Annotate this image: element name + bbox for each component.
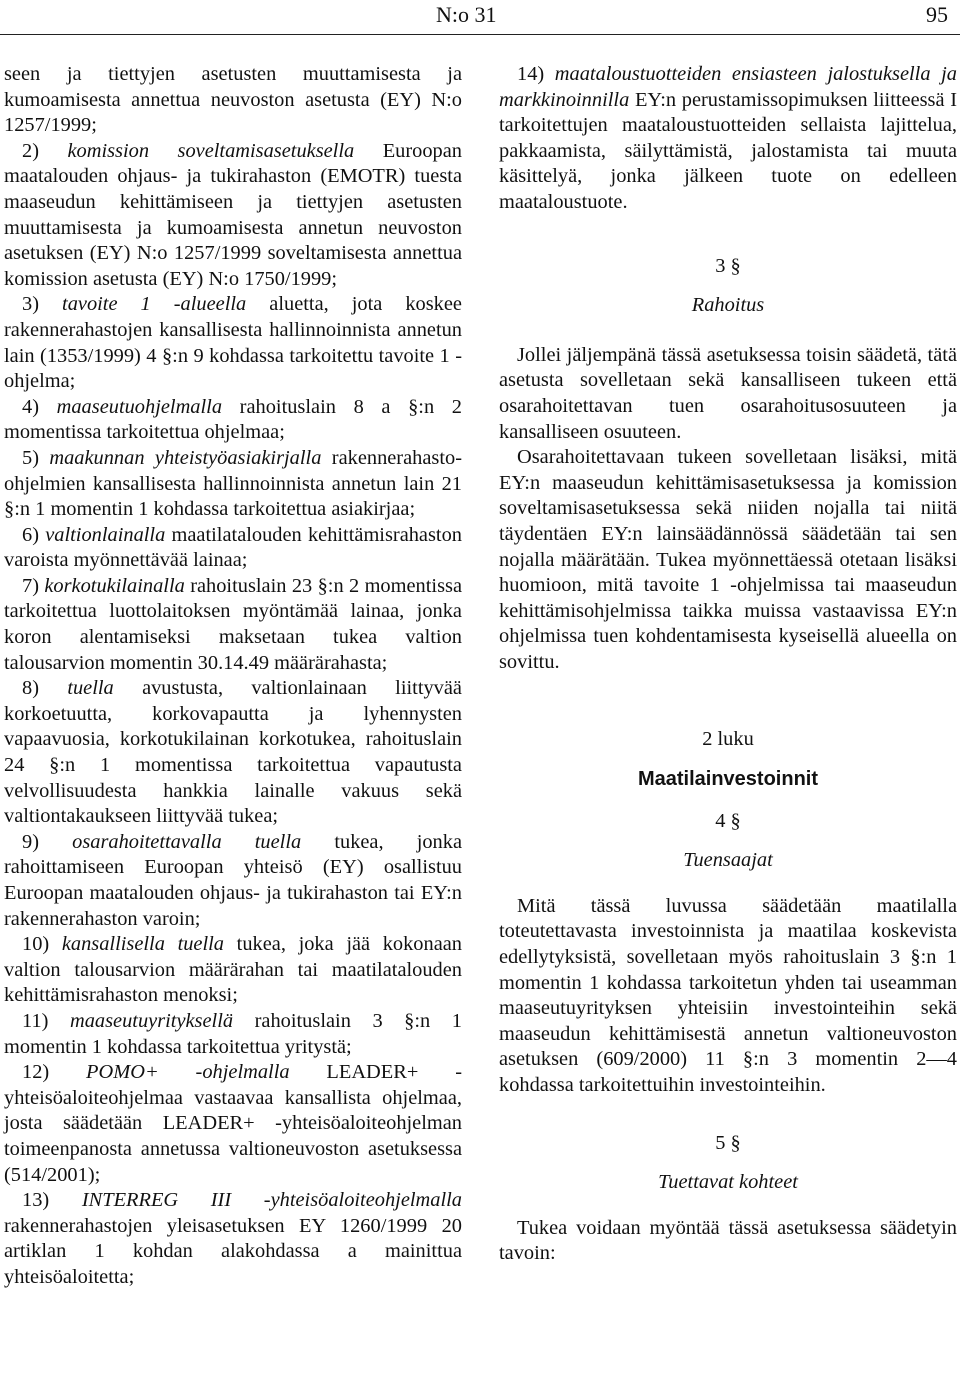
section-3-number: 3 § bbox=[715, 254, 741, 277]
definition-item-3 bbox=[4, 292, 462, 394]
item-number: 6) bbox=[22, 523, 39, 546]
item-number: 5) bbox=[22, 446, 39, 469]
right-column bbox=[499, 62, 957, 1267]
item-term: maataloustuotteiden ensiasteen jalostuksella ja markkinoinnilla bbox=[499, 63, 957, 111]
item-text: rakennerahasto-ohjelmien kansallisesta hallinnoinnista annetun lain 21 §:n 1 momentin 1 kohdassa tarkoitettua asiakirjaa; bbox=[4, 446, 462, 521]
definition-item-4 bbox=[4, 395, 462, 446]
left-column bbox=[4, 62, 462, 1291]
chapter-2-title: Maatilainvestoinnit bbox=[637, 768, 819, 791]
item-text: Euroopan maatalouden ohjaus- ja tukirahaston (EMOTR) tuesta maaseudun kehittämiseen ja tiettyjen asetusten muuttamisesta ja kumoamisesta annetun neuvoston asetuksen (EY) N:o 1257/1999 soveltamisesta annettua komission asetusta (EY) N:o 1750/1999; bbox=[4, 139, 462, 290]
item-number: 7) bbox=[22, 574, 39, 597]
chapter-2-number: 2 luku bbox=[702, 728, 754, 751]
section-5-title: Tuettavat kohteet bbox=[658, 1171, 798, 1194]
document-number: N:o 31 bbox=[436, 2, 497, 27]
section-3-paragraph-1: Jollei jäljempänä tässä asetuksessa toisin säädetä, tätä asetusta sovelletaan sekä kansalliseen tukeen että osarahoitettavan tuen osarahoitusosuuteen ja kansalliseen osuuteen. bbox=[499, 343, 957, 443]
item-text: EY:n perustamissopimuksen liitteessä I tarkoitettujen maataloustuotteiden sellaista lajittelua, pakkaamista, säilyttämistä, jalostamista tai muuta käsittelyä, jonka jälkeen tuote on edelleen maataloustuote. bbox=[499, 88, 957, 213]
definition-item-8 bbox=[4, 676, 462, 830]
header-rule bbox=[0, 34, 960, 35]
item-text: avustusta, valtionlainaan liittyvää korkoetuutta, korkovapautta ja lyhennysten vapaavuosia, korkotukilainan korkotukea, rahoituslain 24 §:n 1 momentissa tarkoitettua vapautusta velvollisuudesta hankkia lainalle vakuus sekä valtiontakaukseen liittyvää tukea; bbox=[4, 677, 462, 828]
item-number: 11) bbox=[22, 1009, 49, 1032]
definition-item-2 bbox=[4, 139, 462, 293]
item-number: 14) bbox=[517, 63, 545, 85]
item-number: 2) bbox=[22, 139, 39, 162]
section-3-title: Rahoitus bbox=[691, 294, 765, 317]
item-number: 3) bbox=[22, 293, 39, 316]
item-text: rakennerahastojen yleisasetuksen EY 1260/1999 20 artiklan 1 kohdan alakohdassa a mainittua yhteisöaloitetta; bbox=[4, 1214, 462, 1288]
item-text: rahoituslain 8 a §:n 2 momentissa tarkoitettua ohjelmaa; bbox=[4, 395, 462, 444]
item-term: komission soveltamisasetuksella bbox=[67, 139, 355, 162]
item-term: kansallisella tuella bbox=[61, 933, 225, 956]
definition-item-14 bbox=[499, 62, 957, 216]
section-4-paragraph-1: Mitä tässä luvussa säädetään maatilalla toteutettavasta investoinnista ja maatilaa koskevista edellytyksistä, sovelletaan myös rahoituslain 3 §:n 1 momentin 1 kohdassa tarkoitetun yhden tai useamman maaseutuyrityksen yhteisiin investointeihin sekä maaseudun kehittämisestä annetun valtioneuvoston asetuksen (609/2000) 11 §:n 3 momentin 2—4 kohdassa tarkoitettuihin investointeihin. bbox=[499, 894, 957, 1096]
definition-item-5 bbox=[4, 446, 462, 523]
page-header bbox=[0, 0, 960, 34]
item-term: tuella bbox=[67, 677, 114, 700]
section-5-number: 5 § bbox=[715, 1131, 741, 1154]
section-4-number: 4 § bbox=[715, 809, 741, 832]
section-5-paragraph-1: Tukea voidaan myöntää tässä asetuksessa säädetyin tavoin: bbox=[499, 1216, 957, 1265]
definition-item-13 bbox=[4, 1188, 462, 1290]
item-text: tukea, joka jää kokonaan valtion talousarvion määrärahan tai maatilatalouden kehittämisrahaston menoksi; bbox=[4, 933, 462, 1007]
item-number: 8) bbox=[22, 677, 39, 700]
item-number: 9) bbox=[22, 830, 39, 853]
item-text: tukea, jonka rahoittamiseen Euroopan yhteisö (EY) osallistuu Euroopan maatalouden ohjaus- ja tukirahaston tai EY:n rakennerahaston varoin; bbox=[4, 830, 462, 930]
item-term: valtionlainalla bbox=[45, 523, 166, 546]
item-term: INTERREG III -yhteisöaloiteohjelmalla bbox=[81, 1189, 462, 1212]
definition-item-9 bbox=[4, 830, 462, 932]
item-text: aluetta, jota koskee rakennerahastojen kansallisesta hallinnoinnista annetun lain (1353/1999) 4 §:n 9 kohdassa tarkoitettu tavoite 1 -ohjelma; bbox=[4, 293, 462, 393]
definition-item-7 bbox=[4, 574, 462, 676]
section-3-paragraph-2: Osarahoitettavaan tukeen sovelletaan lisäksi, mitä EY:n maaseudun kehittämisasetuksessa ja komission soveltamisasetuksessa sekä niiden nojalla tai niitä täydentäen EY:n lainsäädännössä säädetään tai sen nojalla määrätään. Tukea myönnettäessä otetaan lisäksi huomioon, mitä tavoite 1 -ohjelmissa tai maaseudun kehittämisohjelmissa taikka muissa vastaavissa EY:n ohjelmissa tuen kohdentamisesta kyseisellä alueella on sovittu. bbox=[499, 446, 957, 673]
definition-item-6 bbox=[4, 523, 462, 574]
definition-item-10 bbox=[4, 932, 462, 1009]
item-text: rahoituslain 3 §:n 1 momentin 1 kohdassa tarkoitettua yritystä; bbox=[4, 1009, 462, 1058]
definition-item-12 bbox=[4, 1060, 462, 1188]
definition-item-11 bbox=[4, 1009, 462, 1060]
item-term: POMO+ -ohjelmalla bbox=[86, 1061, 290, 1084]
item-term: maaseutuohjelmalla bbox=[56, 395, 223, 418]
item-term: osarahoitettavalla tuella bbox=[72, 830, 302, 853]
page-number: 95 bbox=[926, 2, 948, 27]
item-number: 13) bbox=[22, 1189, 50, 1212]
item-text: rahoituslain 23 §:n 2 momentissa tarkoitettua luottolaitoksen myöntämää lainaa, jonka koron alentamiseksi maksetaan tukea valtion talousarvion momentin 30.14.49 määrärahasta; bbox=[4, 574, 462, 674]
item-term: maakunnan yhteistyöasiakirjalla bbox=[49, 446, 322, 469]
item-term: korkotukilainalla bbox=[44, 574, 185, 597]
intro-paragraph: seen ja tiettyjen asetusten muuttamisesta ja kumoamisesta annettua neuvoston asetusta (EY) N:o 1257/1999; bbox=[4, 63, 462, 137]
item-term: maaseutuyrityksellä bbox=[69, 1009, 234, 1032]
item-text: maatilatalouden kehittämisrahaston varoista myönnettävää lainaa; bbox=[4, 523, 462, 572]
item-number: 12) bbox=[22, 1061, 50, 1084]
item-term: tavoite 1 -alueella bbox=[62, 293, 247, 316]
item-number: 4) bbox=[22, 395, 39, 418]
section-4-title: Tuensaajat bbox=[683, 849, 773, 872]
item-number: 10) bbox=[22, 933, 50, 956]
item-text: LEADER+ -yhteisöaloiteohjelmaa vastaavaa kansallista ohjelmaa, josta säädetään LEADER+ -yhteisöaloiteohjelman toimeenpanosta annetussa valtioneuvoston asetuksessa (514/2001); bbox=[4, 1061, 462, 1186]
